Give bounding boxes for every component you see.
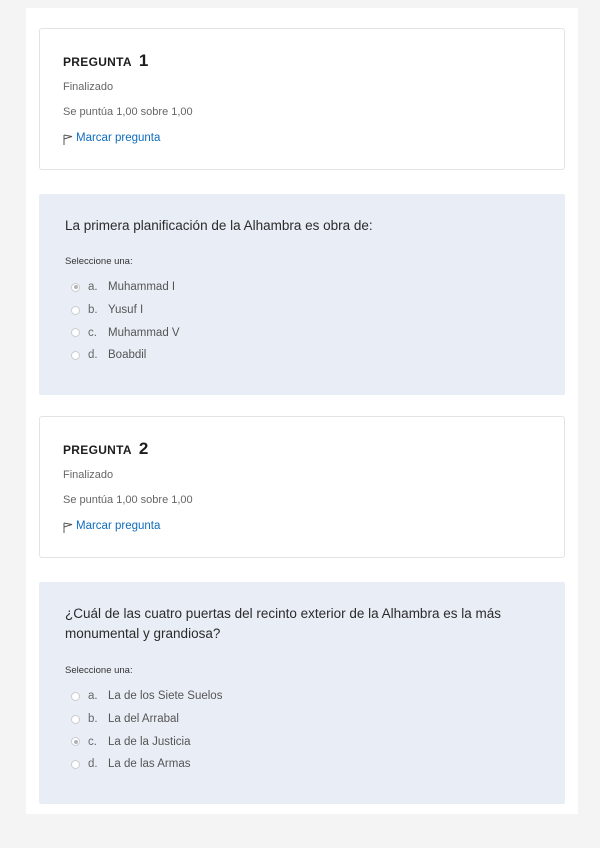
- answer-letter: a.: [88, 281, 98, 294]
- question-1-info: [39, 28, 565, 170]
- radio-icon[interactable]: [71, 306, 80, 315]
- question-2-content: [39, 582, 565, 804]
- question-number: 2: [138, 439, 149, 458]
- answer-text: La del Arrabal: [108, 713, 179, 726]
- answer-letter: c.: [88, 326, 97, 339]
- question-grade: Se puntúa 1,00 sobre 1,00: [63, 494, 193, 506]
- answer-letter: b.: [88, 304, 98, 317]
- flag-icon: [63, 522, 73, 533]
- answer-text: Yusuf I: [108, 304, 144, 317]
- answer-text: La de la Justicia: [108, 735, 191, 748]
- answer-text: Muhammad V: [108, 326, 180, 339]
- radio-icon[interactable]: [71, 692, 80, 701]
- flag-question-link[interactable]: [63, 130, 160, 145]
- answer-text: La de los Siete Suelos: [108, 690, 223, 703]
- radio-icon[interactable]: [71, 328, 80, 337]
- answer-option[interactable]: [71, 753, 222, 776]
- flag-question-label: Marcar pregunta: [76, 519, 161, 532]
- radio-icon[interactable]: [71, 715, 80, 724]
- question-state: Finalizado: [63, 81, 114, 93]
- answer-option[interactable]: [71, 276, 180, 299]
- question-text: La primera planificación de la Alhambra es obra de:: [65, 218, 373, 233]
- answer-letter: d.: [88, 758, 98, 771]
- question-number: 1: [138, 51, 149, 70]
- question-2-heading: [63, 439, 148, 459]
- answer-prompt: Seleccione una:: [65, 256, 133, 267]
- answer-list: [71, 276, 180, 367]
- question-label: PREGUNTA: [63, 443, 132, 457]
- question-grade: Se puntúa 1,00 sobre 1,00: [63, 106, 193, 118]
- question-text: ¿Cuál de las cuatro puertas del recinto exterior de la Alhambra es la más monumental y grandiosa?: [65, 606, 501, 641]
- answer-option[interactable]: [71, 685, 222, 708]
- flag-question-link[interactable]: [63, 518, 160, 533]
- flag-icon: [63, 134, 73, 145]
- answer-letter: d.: [88, 349, 98, 362]
- question-2-info: [39, 416, 565, 558]
- answer-letter: c.: [88, 735, 97, 748]
- answer-prompt: Seleccione una:: [65, 665, 133, 676]
- answer-option[interactable]: [71, 730, 222, 753]
- answer-option[interactable]: [71, 299, 180, 322]
- question-1-heading: [63, 51, 148, 71]
- radio-selected-icon[interactable]: [71, 737, 80, 746]
- answer-letter: b.: [88, 713, 98, 726]
- radio-icon[interactable]: [71, 351, 80, 360]
- question-1-content: [39, 194, 565, 395]
- radio-selected-icon[interactable]: [71, 283, 80, 292]
- answer-text: Boabdil: [108, 349, 147, 362]
- answer-list: [71, 685, 222, 776]
- question-state: Finalizado: [63, 469, 114, 481]
- answer-option[interactable]: [71, 344, 180, 367]
- quiz-review-page: [26, 8, 578, 814]
- radio-icon[interactable]: [71, 760, 80, 769]
- answer-text: La de las Armas: [108, 758, 191, 771]
- question-label: PREGUNTA: [63, 55, 132, 69]
- answer-letter: a.: [88, 690, 98, 703]
- answer-text: Muhammad I: [108, 281, 176, 294]
- flag-question-label: Marcar pregunta: [76, 131, 161, 144]
- answer-option[interactable]: [71, 321, 180, 344]
- answer-option[interactable]: [71, 708, 222, 731]
